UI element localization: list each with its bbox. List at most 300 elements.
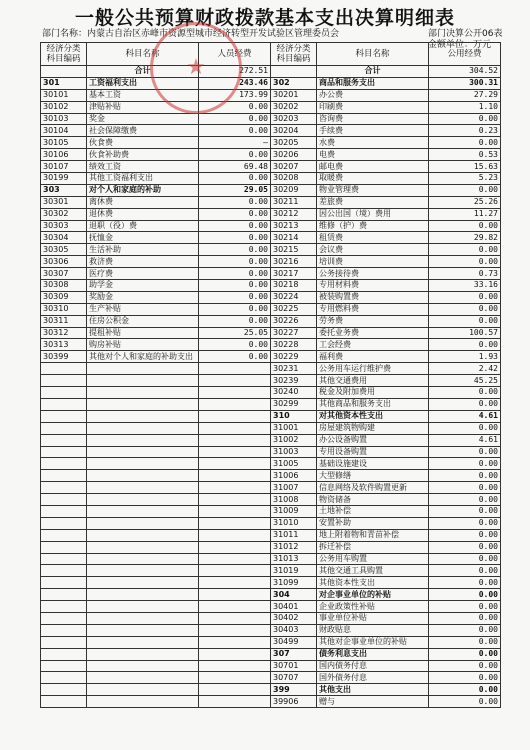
left-code-cell: 30304	[41, 232, 87, 244]
left-amount-cell	[199, 529, 271, 541]
right-name-cell: 其他资本性支出	[317, 577, 429, 589]
right-name-cell: 赠与	[317, 696, 429, 708]
right-name-cell: 公务用车购置	[317, 553, 429, 565]
right-amount-cell: 0.00	[429, 422, 501, 434]
right-amount-cell: 0.00	[429, 446, 501, 458]
right-amount-cell: 0.00	[429, 529, 501, 541]
header-name-2: 科目名称	[317, 43, 429, 66]
left-name-cell	[87, 648, 199, 660]
left-amount-cell: 69.48	[199, 161, 271, 173]
right-code-cell: 30215	[271, 244, 317, 256]
right-name-cell: 办公设备购置	[317, 434, 429, 446]
left-code-cell	[41, 660, 87, 672]
right-name-cell: 物业管理费	[317, 184, 429, 196]
left-amount-cell	[199, 410, 271, 422]
left-amount-cell	[199, 482, 271, 494]
left-amount-cell: 0.00	[199, 244, 271, 256]
right-amount-cell: 4.61	[429, 434, 501, 446]
right-amount-cell: 100.57	[429, 327, 501, 339]
right-name-cell: 专用燃料费	[317, 303, 429, 315]
table-row	[41, 696, 501, 708]
left-name-cell	[87, 577, 199, 589]
left-amount-cell: 0.00	[199, 291, 271, 303]
left-amount-cell	[199, 577, 271, 589]
right-amount-cell: 0.00	[429, 648, 501, 660]
left-code-cell: 30101	[41, 89, 87, 101]
right-name-cell: 其他支出	[317, 684, 429, 696]
right-code-cell: 30204	[271, 125, 317, 137]
header-name: 科目名称	[87, 43, 199, 66]
right-name-cell: 对其他资本性支出	[317, 410, 429, 422]
table-row	[41, 434, 501, 446]
left-name-cell	[87, 422, 199, 434]
right-code-cell: 31007	[271, 482, 317, 494]
right-code-cell: 30402	[271, 612, 317, 624]
left-name-cell: 抚恤金	[87, 232, 199, 244]
table-row	[41, 77, 501, 89]
right-amount-cell: 25.26	[429, 196, 501, 208]
left-code-cell	[41, 422, 87, 434]
right-code-cell: 30214	[271, 232, 317, 244]
expenditure-table	[40, 42, 501, 708]
right-code-cell: 30211	[271, 196, 317, 208]
left-amount-cell	[199, 565, 271, 577]
left-code-cell: 30105	[41, 137, 87, 149]
left-amount-cell	[199, 434, 271, 446]
right-amount-cell: 0.00	[429, 624, 501, 636]
department-name: 部门名称：内蒙古自治区赤峰市资源型城市经济转型开发试验区管理委员会	[42, 29, 340, 39]
right-name-cell: 对企事业单位的补贴	[317, 589, 429, 601]
right-name-cell: 会议费	[317, 244, 429, 256]
left-code-cell: 30103	[41, 113, 87, 125]
right-code-cell: 31003	[271, 446, 317, 458]
right-code-cell: 30239	[271, 375, 317, 387]
table-row	[41, 327, 501, 339]
left-amount-cell: 29.05	[199, 184, 271, 196]
left-amount-cell	[199, 672, 271, 684]
right-amount-cell: 11.27	[429, 208, 501, 220]
left-name-cell	[87, 624, 199, 636]
table-row	[41, 624, 501, 636]
left-amount-cell: 0.00	[199, 173, 271, 185]
left-amount-cell	[199, 446, 271, 458]
right-name-cell: 福利费	[317, 351, 429, 363]
right-name-cell: 差旅费	[317, 196, 429, 208]
left-amount-cell	[199, 612, 271, 624]
table-row	[41, 256, 501, 268]
right-code-cell: 30225	[271, 303, 317, 315]
table-row	[41, 494, 501, 506]
left-amount-cell	[199, 387, 271, 399]
right-name-cell: 事业单位补贴	[317, 612, 429, 624]
right-name-cell: 其他交通费用	[317, 375, 429, 387]
left-name-cell	[87, 696, 199, 708]
left-name-cell	[87, 387, 199, 399]
left-amount-cell: 25.05	[199, 327, 271, 339]
table-row	[41, 291, 501, 303]
left-code-cell	[41, 541, 87, 553]
left-code-cell	[41, 589, 87, 601]
left-code-cell	[41, 696, 87, 708]
official-seal	[150, 22, 242, 114]
right-name-cell: 维修（护）费	[317, 220, 429, 232]
left-amount-cell: 0.00	[199, 303, 271, 315]
right-name-cell: 地上附着物和青苗补偿	[317, 529, 429, 541]
left-name-cell: 津贴补贴	[87, 101, 199, 113]
right-amount-cell: 5.23	[429, 173, 501, 185]
page-title: 一般公共预算财政拨款基本支出决算明细表	[74, 7, 455, 29]
left-amount-cell	[199, 422, 271, 434]
right-name-cell: 商品和服务支出	[317, 77, 429, 89]
total-label-2: 合计	[317, 66, 429, 78]
left-name-cell	[87, 434, 199, 446]
left-code-cell	[41, 482, 87, 494]
left-name-cell: 其他工资福利支出	[87, 173, 199, 185]
left-amount-cell	[199, 601, 271, 613]
right-name-cell: 办公费	[317, 89, 429, 101]
right-amount-cell: 0.00	[429, 696, 501, 708]
table-row	[41, 363, 501, 375]
left-name-cell	[87, 529, 199, 541]
right-code-cell: 31099	[271, 577, 317, 589]
left-amount-cell: 0.00	[199, 315, 271, 327]
right-amount-cell: 0.00	[429, 303, 501, 315]
left-amount-cell	[199, 648, 271, 660]
table-row	[41, 612, 501, 624]
left-name-cell: 医疗费	[87, 268, 199, 280]
table-row	[41, 553, 501, 565]
right-code-cell: 31010	[271, 517, 317, 529]
left-code-cell	[41, 470, 87, 482]
right-name-cell: 印刷费	[317, 101, 429, 113]
table-row	[41, 387, 501, 399]
table-row	[41, 672, 501, 684]
left-name-cell: 社会保障缴费	[87, 125, 199, 137]
right-code-cell: 30231	[271, 363, 317, 375]
left-code-cell	[41, 387, 87, 399]
right-code-cell: 30299	[271, 398, 317, 410]
left-name-cell: 奖励金	[87, 291, 199, 303]
left-name-cell	[87, 601, 199, 613]
right-amount-cell: 0.00	[429, 387, 501, 399]
right-amount-cell: 1.93	[429, 351, 501, 363]
left-amount-cell	[199, 494, 271, 506]
left-code-cell: 30310	[41, 303, 87, 315]
left-name-cell	[87, 470, 199, 482]
left-name-cell	[87, 589, 199, 601]
left-code-cell: 303	[41, 184, 87, 196]
right-name-cell: 工会经费	[317, 339, 429, 351]
left-amount-cell: 173.99	[199, 89, 271, 101]
right-code-cell: 399	[271, 684, 317, 696]
left-code-cell	[41, 612, 87, 624]
right-name-cell: 其他商品和服务支出	[317, 398, 429, 410]
right-amount-cell: 1.10	[429, 101, 501, 113]
left-code-cell: 30104	[41, 125, 87, 137]
right-code-cell: 30217	[271, 268, 317, 280]
left-name-cell	[87, 660, 199, 672]
right-amount-cell: 0.00	[429, 505, 501, 517]
right-amount-cell: 0.00	[429, 184, 501, 196]
left-name-cell	[87, 553, 199, 565]
right-code-cell: 30401	[271, 601, 317, 613]
left-code-cell	[41, 494, 87, 506]
table-row	[41, 446, 501, 458]
left-code-cell: 30308	[41, 280, 87, 292]
left-name-cell: 购房补贴	[87, 339, 199, 351]
left-name-cell	[87, 636, 199, 648]
left-amount-cell: 0.00	[199, 220, 271, 232]
right-code-cell: 30218	[271, 280, 317, 292]
table-row	[41, 173, 501, 185]
right-amount-cell: 0.00	[429, 589, 501, 601]
left-name-cell: 对个人和家庭的补助	[87, 184, 199, 196]
right-code-cell: 31008	[271, 494, 317, 506]
right-name-cell: 电费	[317, 149, 429, 161]
left-code-cell	[41, 398, 87, 410]
table-row	[41, 220, 501, 232]
right-code-cell: 30403	[271, 624, 317, 636]
right-name-cell: 取暖费	[317, 173, 429, 185]
right-amount-cell: 0.23	[429, 125, 501, 137]
left-name-cell	[87, 505, 199, 517]
left-name-cell	[87, 446, 199, 458]
right-code-cell: 302	[271, 77, 317, 89]
header-code: 经济分类科目编码	[41, 43, 87, 66]
table-row	[41, 208, 501, 220]
left-name-cell	[87, 494, 199, 506]
left-amount-cell	[199, 624, 271, 636]
table-row	[41, 410, 501, 422]
right-code-cell: 30207	[271, 161, 317, 173]
table-row	[41, 268, 501, 280]
left-name-cell: 离休费	[87, 196, 199, 208]
left-amount-cell: 243.46	[199, 77, 271, 89]
right-code-cell: 30499	[271, 636, 317, 648]
left-amount-cell	[199, 398, 271, 410]
right-amount-cell: 0.00	[429, 482, 501, 494]
header-amount: 人员经费	[199, 43, 271, 66]
table-body	[41, 66, 501, 708]
left-code-cell: 301	[41, 77, 87, 89]
right-amount-cell: 2.42	[429, 363, 501, 375]
left-code-cell	[41, 446, 87, 458]
left-name-cell	[87, 482, 199, 494]
right-name-cell: 手续费	[317, 125, 429, 137]
right-amount-cell: 0.00	[429, 636, 501, 648]
left-name-cell: 奖金	[87, 113, 199, 125]
left-name-cell	[87, 541, 199, 553]
right-code-cell: 30208	[271, 173, 317, 185]
right-code-cell: 30216	[271, 256, 317, 268]
right-name-cell: 公务接待费	[317, 268, 429, 280]
right-amount-cell: 0.00	[429, 565, 501, 577]
left-amount-cell	[199, 517, 271, 529]
table-row	[41, 422, 501, 434]
left-name-cell: 基本工资	[87, 89, 199, 101]
right-amount-cell: 0.00	[429, 256, 501, 268]
right-code-cell: 31019	[271, 565, 317, 577]
table-row	[41, 303, 501, 315]
total-code-cell-2	[271, 66, 317, 78]
right-amount-cell: 0.73	[429, 268, 501, 280]
right-name-cell: 财政贴息	[317, 624, 429, 636]
left-amount-cell	[199, 458, 271, 470]
table-row	[41, 482, 501, 494]
left-code-cell	[41, 577, 87, 589]
left-name-cell	[87, 517, 199, 529]
right-name-cell: 房屋建筑物购建	[317, 422, 429, 434]
right-amount-cell: 0.00	[429, 577, 501, 589]
left-code-cell: 30106	[41, 149, 87, 161]
left-code-cell: 30301	[41, 196, 87, 208]
table-row	[41, 149, 501, 161]
right-code-cell: 30209	[271, 184, 317, 196]
left-code-cell	[41, 624, 87, 636]
left-code-cell	[41, 553, 87, 565]
table-row	[41, 137, 501, 149]
left-amount-cell	[199, 375, 271, 387]
right-name-cell: 因公出国（境）费用	[317, 208, 429, 220]
left-name-cell	[87, 398, 199, 410]
right-name-cell: 企业政策性补贴	[317, 601, 429, 613]
left-amount-cell	[199, 541, 271, 553]
left-amount-cell: 0.00	[199, 125, 271, 137]
left-name-cell	[87, 612, 199, 624]
right-name-cell: 拆迁补偿	[317, 541, 429, 553]
left-name-cell	[87, 458, 199, 470]
right-name-cell: 邮电费	[317, 161, 429, 173]
table-row	[41, 470, 501, 482]
left-amount-cell	[199, 589, 271, 601]
left-name-cell: 其他对个人和家庭的补助支出	[87, 351, 199, 363]
right-amount-cell: 0.00	[429, 291, 501, 303]
right-amount-cell: 45.25	[429, 375, 501, 387]
right-name-cell: 专用设备购置	[317, 446, 429, 458]
table-row	[41, 339, 501, 351]
left-code-cell	[41, 434, 87, 446]
right-name-cell: 国外债务付息	[317, 672, 429, 684]
left-amount-cell	[199, 553, 271, 565]
left-name-cell: 工资福利支出	[87, 77, 199, 89]
table-header-row	[41, 43, 501, 66]
right-amount-cell: 0.00	[429, 470, 501, 482]
left-code-cell: 30312	[41, 327, 87, 339]
left-code-cell	[41, 458, 87, 470]
left-amount-cell	[199, 363, 271, 375]
table-row	[41, 315, 501, 327]
right-amount-cell: 27.29	[429, 89, 501, 101]
right-amount-cell: 0.00	[429, 339, 501, 351]
left-name-cell: 生产补贴	[87, 303, 199, 315]
right-amount-cell: 0.00	[429, 315, 501, 327]
left-name-cell	[87, 363, 199, 375]
table-row	[41, 529, 501, 541]
left-name-cell	[87, 410, 199, 422]
left-code-cell: 30303	[41, 220, 87, 232]
right-code-cell: 30228	[271, 339, 317, 351]
left-amount-cell: 0.00	[199, 232, 271, 244]
left-name-cell: 退休费	[87, 208, 199, 220]
right-name-cell: 委托业务费	[317, 327, 429, 339]
right-code-cell: 30201	[271, 89, 317, 101]
right-code-cell: 31009	[271, 505, 317, 517]
left-code-cell	[41, 410, 87, 422]
right-amount-cell: 0.00	[429, 517, 501, 529]
left-amount-cell: 0.00	[199, 256, 271, 268]
right-code-cell: 30226	[271, 315, 317, 327]
table-row	[41, 280, 501, 292]
left-amount-cell: 0.00	[199, 196, 271, 208]
right-code-cell: 307	[271, 648, 317, 660]
table-row	[41, 351, 501, 363]
table-row	[41, 196, 501, 208]
form-number: 部门决算公开06表	[428, 29, 503, 39]
left-code-cell	[41, 517, 87, 529]
left-code-cell: 30306	[41, 256, 87, 268]
table-row	[41, 601, 501, 613]
right-name-cell: 其他对企事业单位的补贴	[317, 636, 429, 648]
right-code-cell: 304	[271, 589, 317, 601]
left-code-cell	[41, 648, 87, 660]
right-name-cell: 大型修缮	[317, 470, 429, 482]
left-amount-cell: 0.00	[199, 339, 271, 351]
left-amount-cell: 0.00	[199, 268, 271, 280]
right-name-cell: 劳务费	[317, 315, 429, 327]
left-amount-cell: 0.00	[199, 208, 271, 220]
right-code-cell: 31011	[271, 529, 317, 541]
right-name-cell: 国内债务付息	[317, 660, 429, 672]
right-code-cell: 30212	[271, 208, 317, 220]
table-row	[41, 589, 501, 601]
left-code-cell	[41, 505, 87, 517]
right-amount-cell: 0.00	[429, 398, 501, 410]
table-row	[41, 375, 501, 387]
left-name-cell: 退职（役）费	[87, 220, 199, 232]
right-name-cell: 土地补偿	[317, 505, 429, 517]
total-left-amount: 272.51	[199, 66, 271, 78]
right-code-cell: 31001	[271, 422, 317, 434]
right-amount-cell: 15.63	[429, 161, 501, 173]
header-code-2: 经济分类科目编码	[271, 43, 317, 66]
left-code-cell	[41, 565, 87, 577]
right-name-cell: 物资储备	[317, 494, 429, 506]
right-amount-cell: 0.00	[429, 601, 501, 613]
table-row	[41, 660, 501, 672]
header-amount-2: 公用经费	[429, 43, 501, 66]
left-code-cell: 30305	[41, 244, 87, 256]
table-row	[41, 648, 501, 660]
table-row	[41, 125, 501, 137]
right-name-cell: 专用材料费	[317, 280, 429, 292]
table-row	[41, 161, 501, 173]
right-name-cell: 基础设施建设	[317, 458, 429, 470]
right-code-cell: 30205	[271, 137, 317, 149]
left-code-cell	[41, 672, 87, 684]
right-amount-cell: 0.00	[429, 553, 501, 565]
right-name-cell: 咨询费	[317, 113, 429, 125]
right-code-cell: 31006	[271, 470, 317, 482]
table-row	[41, 517, 501, 529]
left-name-cell	[87, 375, 199, 387]
right-name-cell: 水费	[317, 137, 429, 149]
left-amount-cell: 0.00	[199, 101, 271, 113]
right-code-cell: 30707	[271, 672, 317, 684]
left-name-cell: 住房公积金	[87, 315, 199, 327]
left-amount-cell	[199, 636, 271, 648]
left-code-cell: 30399	[41, 351, 87, 363]
total-code-cell	[41, 66, 87, 78]
